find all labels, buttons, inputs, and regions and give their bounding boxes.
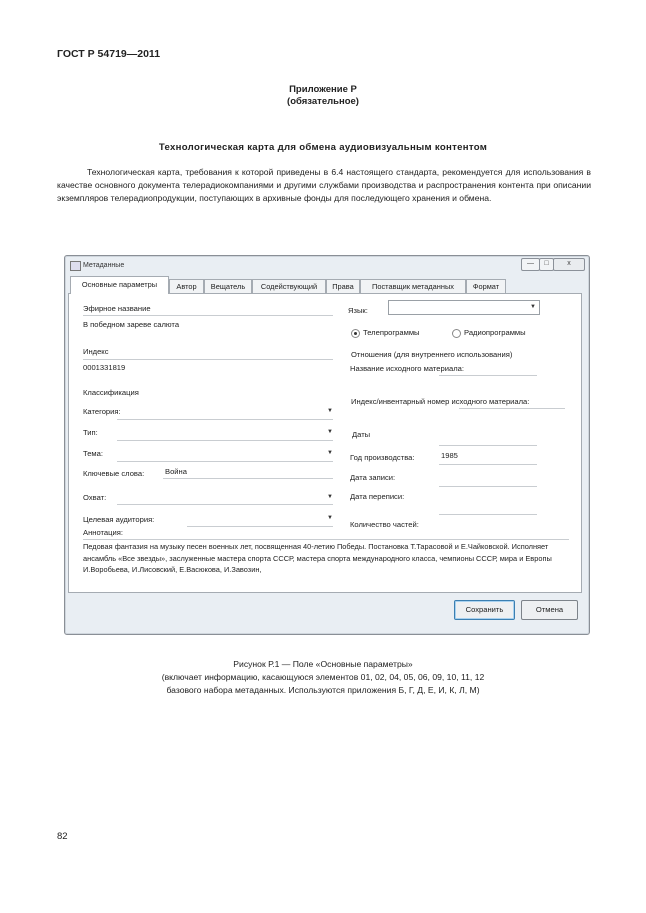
tab-broadcaster[interactable]: Вещатель (204, 279, 252, 293)
rewrite-date-label: Дата переписи: (350, 492, 405, 501)
type-label: Тип: (83, 428, 98, 437)
record-date-input[interactable] (439, 486, 537, 487)
air-title-input[interactable]: В победном зареве салюта (83, 320, 180, 329)
appendix-type: (обязательное) (287, 96, 359, 107)
section-title: Технологическая карта для обмена аудиовизуальным контентом (158, 142, 488, 153)
air-title-label: Эфирное название (83, 304, 151, 313)
tab-rights[interactable]: Права (326, 279, 360, 293)
audience-label: Целевая аудитория: (83, 515, 155, 524)
air-title-underline (83, 315, 333, 316)
maximize-icon[interactable]: □ (539, 258, 554, 271)
parts-count-label: Количество частей: (350, 520, 419, 529)
metadata-window (64, 255, 590, 635)
language-label: Язык: (348, 306, 368, 315)
page-number: 82 (57, 831, 68, 842)
rewrite-date-input[interactable] (439, 514, 537, 515)
tab-author[interactable]: Автор (169, 279, 204, 293)
theme-dropdown-icon[interactable]: ▼ (327, 450, 333, 456)
coverage-dropdown-icon[interactable]: ▼ (327, 494, 333, 500)
production-year-underline (439, 464, 537, 465)
keywords-input[interactable]: Война (165, 467, 187, 476)
main-params-panel (68, 293, 582, 593)
category-label: Категория: (83, 407, 121, 416)
keywords-label: Ключевые слова: (83, 469, 145, 478)
source-index-input[interactable] (459, 408, 565, 409)
audience-select[interactable] (187, 526, 333, 527)
minimize-icon[interactable]: — (521, 258, 540, 271)
source-name-label: Название исходного материала: (350, 364, 464, 373)
language-select[interactable] (388, 300, 540, 315)
production-year-input[interactable]: 1985 (441, 451, 458, 460)
figure-caption-line2: (включает информацию, касающуюся элементов 01, 02, 04, 05, 06, 09, 10, 11, 12 (161, 672, 485, 682)
tab-contributor[interactable]: Содействующий (252, 279, 326, 293)
annotation-underline (83, 539, 569, 540)
theme-label: Тема: (83, 449, 103, 458)
tab-metadata-provider[interactable]: Поставщик метаданных (360, 279, 466, 293)
dates-label: Даты (352, 430, 371, 439)
audience-dropdown-icon[interactable]: ▼ (327, 515, 333, 521)
intro-paragraph: Технологическая карта, требования к которой приведены в 6.4 настоящего стандарта, рекомендуется для использования в качестве основного документа телерадиокомпаниями и другими службами производства и распространения контента при описании экземпляров телерадиопродукции, поступающих в архивные фонды для последующего хранения и обмена. (57, 167, 591, 203)
production-year-label: Год производства: (350, 453, 415, 462)
source-index-label: Индекс/инвентарный номер исходного материала: (351, 397, 530, 406)
annotation-label: Аннотация: (83, 528, 123, 537)
tab-strip (70, 276, 586, 294)
annotation-textarea[interactable]: Педовая фантазия на музыку песен военных лет, посвященная 40-летию Победы. Постановка Т.Тарасовой и Е.Чайковской. Исполняет ансамбль «Все звезды», заслуженные мастера спорта СССР, мастера спорта международного класса, чемпионы СССР, мира и Европы И.Воробьева, И.Лисовский, Е.Васюкова, И.Завозин, (83, 542, 552, 574)
source-name-input[interactable] (439, 375, 537, 376)
keywords-underline (163, 478, 333, 479)
radio-tv-label: Телепрограммы (363, 328, 420, 337)
category-select[interactable] (117, 419, 333, 420)
type-select[interactable] (117, 440, 333, 441)
classification-label: Классификация (83, 388, 139, 397)
category-dropdown-icon[interactable]: ▼ (327, 408, 333, 414)
close-icon[interactable]: x (553, 258, 585, 271)
cancel-button[interactable]: Отмена (521, 600, 578, 620)
figure-caption-title: Рисунок Р.1 — Поле «Основные параметры» (233, 659, 413, 669)
appendix-title: Приложение Р (289, 84, 357, 95)
index-underline (83, 359, 333, 360)
radio-radio-programs[interactable] (452, 329, 461, 338)
index-label: Индекс (83, 347, 109, 356)
theme-select[interactable] (117, 461, 333, 462)
title-bar (65, 256, 589, 275)
relations-label: Отношения (для внутреннего использования) (351, 350, 513, 359)
language-dropdown-icon[interactable]: ▼ (530, 304, 536, 310)
standard-header: ГОСТ Р 54719—2011 (57, 48, 161, 60)
type-dropdown-icon[interactable]: ▼ (327, 429, 333, 435)
save-button[interactable]: Сохранить (454, 600, 515, 620)
record-date-label: Дата записи: (350, 473, 396, 482)
coverage-label: Охват: (83, 493, 107, 502)
tab-main-params[interactable]: Основные параметры (70, 276, 169, 294)
app-icon (70, 261, 81, 271)
tab-format[interactable]: Формат (466, 279, 506, 293)
window-title: Метаданные (83, 262, 125, 269)
coverage-select[interactable] (117, 504, 333, 505)
radio-radio-label: Радиопрограммы (464, 328, 526, 337)
dates-underline (439, 445, 537, 446)
index-input[interactable]: 0001331819 (83, 363, 126, 372)
radio-tv-programs[interactable] (351, 329, 360, 338)
figure-caption-line3: базового набора метаданных. Используются приложения Б, Г, Д, Е, И, К, Л, М) (166, 685, 480, 695)
